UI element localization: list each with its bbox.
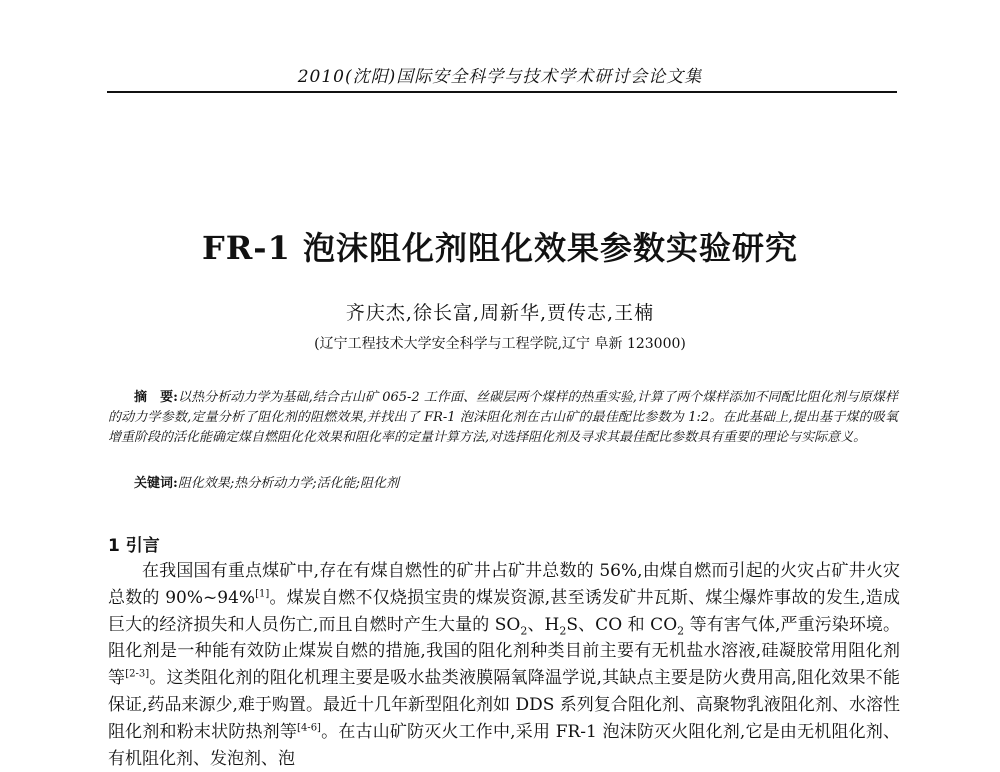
citation: [4-6] — [297, 722, 321, 734]
keywords-text: 阻化效果;热分析动力学;活化能;阻化剂 — [177, 476, 399, 491]
keywords — [134, 472, 399, 491]
body-text-run: 在我国国有重点煤矿中,存在有煤自燃性的矿井占矿井总数的 56%,由煤自燃而引起的火灾占矿井火灾总数的 90%~94% — [108, 561, 900, 608]
subscript: 2 — [520, 623, 528, 637]
body-text-run: 。煤炭自燃不仅烧损宝贵的煤炭资源,甚至诱发矿井瓦斯、煤尘爆炸事故的发生,造成巨大的经济损失和人员伤亡,而且自燃时产生大量的 SO — [108, 587, 900, 635]
keywords-label: 关键词: — [134, 476, 178, 491]
paper-affiliation: (辽宁工程技术大学安全科学与工程学院,辽宁 阜新 123000) — [314, 336, 686, 352]
body-text-run: 。这类阻化剂的阻化机理主要是吸水盐类液膜隔氧降温学说,其缺点主要是防火费用高,阻化效果不能保证,药品来源少,难于购置。最近十几年新型阻化剂如 DDS 系列复合阻化剂、高聚物乳液阻化剂、水溶性阻化剂和粉末状防热剂等 — [108, 668, 900, 742]
paper-authors: 齐庆杰,徐长富,周新华,贾传志,王楠 — [345, 302, 655, 324]
subscript: 2 — [677, 623, 685, 637]
body-text-run: S、CO 和 CO — [566, 614, 678, 635]
body-text-run: 、H — [527, 614, 560, 635]
abstract-text: 以热分析动力学为基础,结合古山矿 065-2 工作面、丝碳层两个煤样的热重实验,计算了两个煤样添加不同配比阻化剂与原煤样的动力学参数,定量分析了阻化剂的阻燃效果,并找出了 FR-1 泡沫阻化剂在古山矿的最佳配比参数为 1:2。在此基础上,提出基于煤的吸氧增重阶段的活化能确定煤自燃阻化化效果和阻化率的定量计算方法,对选择阻化剂及寻求其最佳配比参数具有重要的理论与实际意义。 — [108, 390, 898, 445]
abstract-label: 摘 要: — [134, 390, 178, 405]
section-heading-introduction: 1 引言 — [108, 536, 160, 556]
header-rule — [107, 91, 897, 93]
running-header: 2010(沈阳)国际安全科学与技术学术研讨会论文集 — [297, 67, 703, 87]
introduction-body — [108, 558, 900, 772]
body-text-run: 。在古山矿防灭火工作中,采用 FR-1 泡沫防灭火阻化剂,它是由无机阻化剂、有机阻化剂、发泡剂、泡 — [108, 721, 901, 769]
body-text-run: 等有害气体,严重污染环境。阻化剂是一种能有效防止煤炭自燃的措施,我国的阻化剂种类目前主要有无机盐水溶液,硅凝胶常用阻化剂等 — [108, 614, 901, 689]
introduction-paragraph — [108, 558, 900, 772]
citation: [2-3] — [125, 668, 150, 680]
citation: [1] — [255, 588, 270, 600]
abstract — [108, 388, 898, 448]
subscript: 2 — [559, 623, 567, 637]
paper-title: FR-1 泡沫阻化剂阻化效果参数实验研究 — [201, 229, 798, 267]
